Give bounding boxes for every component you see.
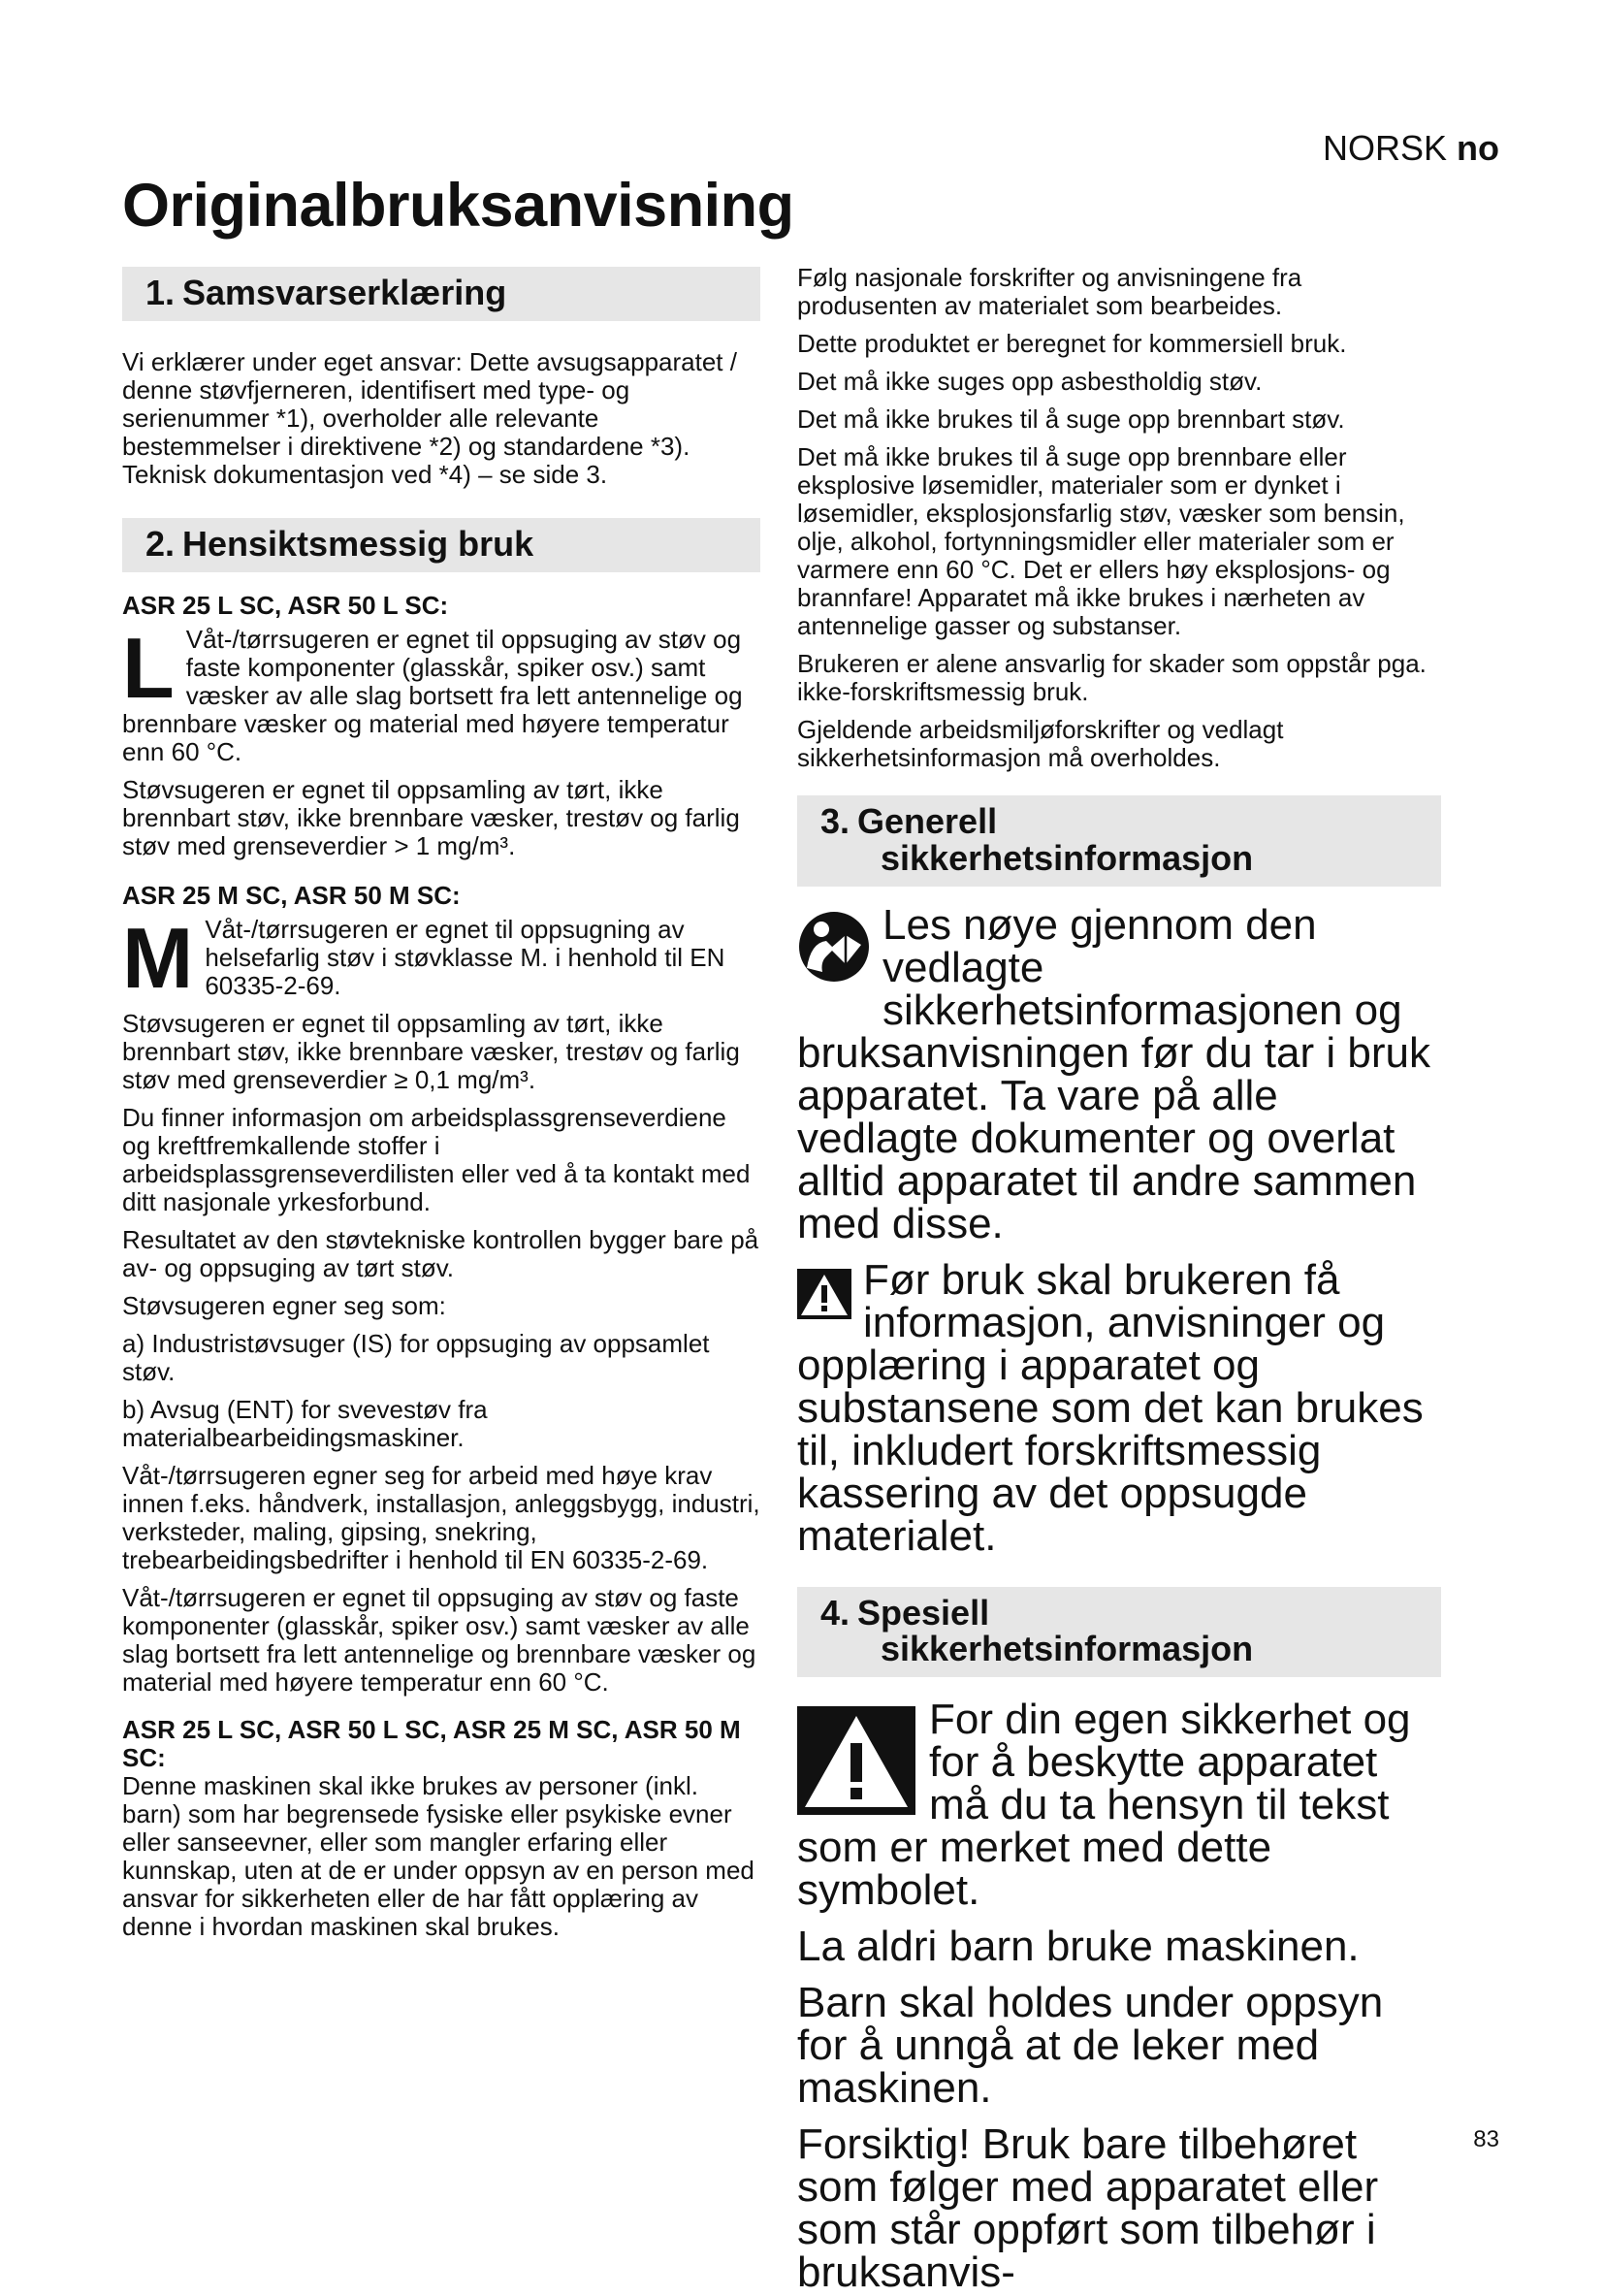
persons-text: Denne maskinen skal ikke brukes av personer (inkl. barn) som har begrensede fysiske eller psykiske evner eller sanseevner, eller som mangler erfaring eller kunnskap, uten at de er under oppsyn av en person med ansvar for sikkerheten eller de har fått opplæring av denne i hvordan maskinen skal brukes. [122, 1770, 754, 1941]
l-collect-text: Støvsugeren er egnet til oppsamling av tørt, ikke brennbart støv, ikke brennbare væsker, trestøv og farlig støv med grenseverdier > 1 mg/m³. [122, 774, 740, 860]
declaration-text: Vi erklærer under eget ansvar: Dette avsugsapparatet / denne støvfjerneren, identifisert med type- og serienummer *1), overholder alle relevante bestemmelser i direktivene *2) og standardene *3). Teknisk dokumentasjon ved *4) – se side 3. [122, 346, 737, 489]
page-number: 83 [1473, 2126, 1499, 2152]
explosive-text: Det må ikke brukes til å suge opp brennbare eller eksplosive løsemidler, materialer som er dynket i løsemidler, eksplosjonsfarlig støv, væsker som bensin, olje, alkohol, fortynningsmidler eller materialer som er varmere enn 60 °C. Det er ellers høy eksplosjons- og brannfare! Apparatet må ikke brukes i nærheten av antennelige gasser og substanser. [797, 442, 1405, 640]
general-use-text: Våt-/tørrsugeren er egnet til oppsuging av støv og faste komponenter (glasskår, spiker osv.) samt væsker av alle slag bortsett fra lett antennelige og brennbare væsker og material med høyere temperatur enn 60 °C. [122, 1582, 756, 1697]
right-column [797, 264, 1441, 2294]
children-warning-2: Barn skal holdes under oppsyn for å unngå at de leker med maskinen. [797, 1979, 1384, 2113]
work-areas-text: Våt-/tørrsugeren egner seg for arbeid med høye krav innen f.eks. håndverk, installasjon, anleggsbygg, industri, verksteder, maling, gipsing, snekring, trebearbeidingsbedrifter i henhold til EN 60335-2-69. [122, 1460, 760, 1574]
l-class-block [122, 626, 760, 766]
read-manual-icon [797, 910, 871, 991]
accessories-warning: Forsiktig! Bruk bare tilbehøret som følger med apparatet eller som står oppført som tilbehør i bruksanvis- [797, 2120, 1379, 2296]
section-4-heading: 4. Spesiell sikkerhetsinformasjon [797, 1587, 1441, 1678]
language-indicator: NORSK no [1322, 128, 1499, 168]
m-collect-text: Støvsugeren er egnet til oppsamling av tørt, ikke brennbart støv, ikke brennbare væsker, trestøv og farlig støv med grenseverdier ≥ 0,1 mg/m³. [122, 1008, 740, 1094]
page-title: Originalbruksanvisning [122, 172, 794, 240]
section-1-heading: 1. Samsvarserklæring [122, 267, 760, 321]
result-text: Resultatet av den støvtekniske kontrollen bygger bare på av- og oppsuging av tørt støv. [122, 1224, 759, 1282]
read-instructions-block [797, 900, 1441, 1247]
training-block [797, 1255, 1441, 1560]
read-instructions-text: Les nøye gjennom den vedlagte sikkerhetsinformasjonen og bruksanvisningen før du tar i bruk apparatet. Ta vare på alle vedlagte dokumenter og overlat alltid apparatet til andre sammen med disse. [797, 900, 1430, 1247]
m-class-text: Våt-/tørrsugeren er egnet til oppsugning av helsefarlig støv i støvklasse M. i henhold til EN 60335-2-69. [205, 915, 725, 1000]
liability-text: Brukeren er alene ansvarlig for skader som oppstår pga. ikke-forskriftsmessig bruk. [797, 649, 1427, 706]
regulations-text: Følg nasjonale forskrifter og anvisningene fra produsenten av materialet som bearbeides. [797, 263, 1302, 320]
commercial-text: Dette produktet er beregnet for kommersiell bruk. [797, 329, 1347, 358]
work-environment-text: Gjeldende arbeidsmiljøforskrifter og vedlagt sikkerhetsinformasjon må overholdes. [797, 715, 1284, 772]
workplace-info: Du finner informasjon om arbeidsplassgrenseverdiene og kreftfremkallende stoffer i arbeidsplassgrenseverdilisten eller ved å ta kontakt med ditt nasjonale yrkesforbund. [122, 1102, 751, 1216]
dropcap-l: L [122, 625, 175, 716]
section-2-heading: 2. Hensiktsmessig bruk [122, 518, 760, 572]
children-warning-1: La aldri barn bruke maskinen. [797, 1923, 1360, 1971]
section-3-heading: 3. Generell sikkerhetsinformasjon [797, 795, 1441, 887]
subheading-l-models: ASR 25 L SC, ASR 50 L SC: [122, 590, 449, 620]
m-class-block [122, 916, 760, 1000]
left-column [122, 267, 760, 1941]
safety-symbol-block [797, 1696, 1441, 1915]
subheading-all-models: ASR 25 L SC, ASR 50 L SC, ASR 25 M SC, ASR 50 M SC: [122, 1714, 741, 1772]
dropcap-m: M [122, 915, 194, 1000]
safety-symbol-text: For din egen sikkerhet og for å beskytte apparatet må du ta hensyn til tekst som er merket med dette symbolet. [797, 1696, 1411, 1915]
large-warning-triangle-icon [797, 1706, 915, 1823]
training-text: Før bruk skal brukeren få informasjon, anvisninger og opplæring i apparatet og substansene som det kan brukes til, inkludert forskriftsmessig kassering av det oppsugde materialet. [797, 1255, 1424, 1560]
subheading-m-models: ASR 25 M SC, ASR 50 M SC: [122, 880, 461, 910]
use-b: b) Avsug (ENT) for svevestøv fra materialbearbeidingsmaskiner. [122, 1394, 488, 1452]
asbestos-text: Det må ikke suges opp asbestholdig støv. [797, 367, 1263, 396]
l-class-text: Våt-/tørrsugeren er egnet til oppsuging av støv og faste komponenter (glasskår, spiker osv.) samt væsker av alle slag bortsett fra lett antennelige og brennbare væsker og material med høyere temperatur enn 60 °C. [122, 625, 743, 766]
warning-triangle-icon [797, 1269, 851, 1327]
flammable-dust-text: Det må ikke brukes til å suge opp brennbart støv. [797, 404, 1345, 434]
use-a: a) Industristøvsuger (IS) for oppsuging av oppsamlet støv. [122, 1328, 710, 1386]
suited-as-text: Støvsugeren egner seg som: [122, 1290, 446, 1320]
